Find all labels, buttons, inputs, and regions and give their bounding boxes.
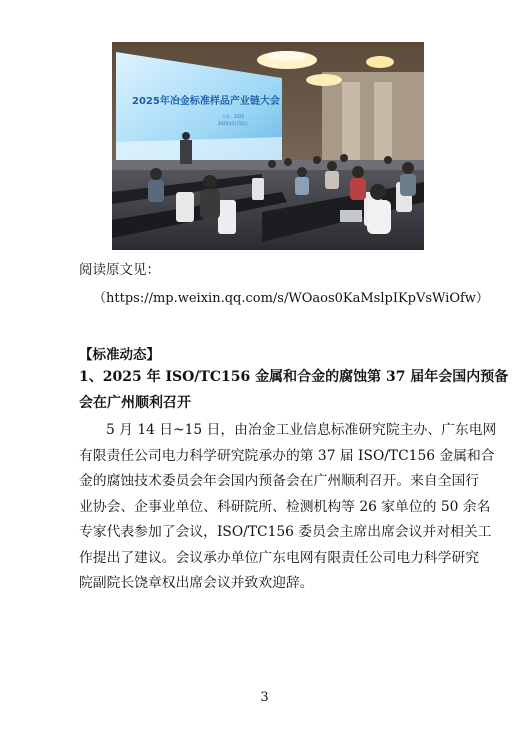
- news-body-line: 专家代表参加了会议，ISO/TC156 委员会主席出席会议并对相关工: [79, 524, 492, 540]
- screen-title-text: 2025年冶金标准样品产业链大会: [132, 96, 280, 107]
- conference-photo-drawing: [112, 42, 424, 250]
- page-number: 3: [260, 690, 269, 705]
- screen-subtitle-text: 主办：2025: [222, 114, 245, 119]
- screen-date-text: 2025年5月15日: [218, 121, 248, 126]
- section-title: 【标准动态】: [79, 347, 160, 363]
- news-title-line: 会在广州顺利召开: [79, 395, 191, 411]
- news-body: [79, 418, 497, 597]
- news-body-line: 金的腐蚀技术委员会年会国内预备会在广州顺利召开。来自全国行: [79, 473, 480, 489]
- news-body-line: 有限责任公司电力科学研究院承办的第 37 届 ISO/TC156 金属和合: [79, 447, 495, 464]
- news-body-line: 院副院长饶章权出席会议并致欢迎辞。: [79, 575, 314, 591]
- read-original-url[interactable]: （https://mp.weixin.qq.com/s/WOaos0KaMslpIKpVsWiOfw）: [93, 291, 489, 306]
- news-title: [79, 364, 509, 416]
- conference-photo: [112, 42, 424, 250]
- read-original-label: 阅读原文见：: [79, 262, 160, 278]
- news-title-line: 1、2025 年 ISO/TC156 金属和合金的腐蚀第 37 届年会国内预备: [79, 369, 509, 385]
- news-body-line: 作提出了建议。会议承办单位广东电网有限责任公司电力科学研究: [79, 549, 480, 566]
- news-body-line: 业协会、企事业单位、科研院所、检测机构等 26 家单位的 50 余名: [79, 498, 491, 515]
- news-body-line: 5 月 14 日~15 日，由冶金工业信息标准研究院主办、广东电网: [106, 422, 497, 438]
